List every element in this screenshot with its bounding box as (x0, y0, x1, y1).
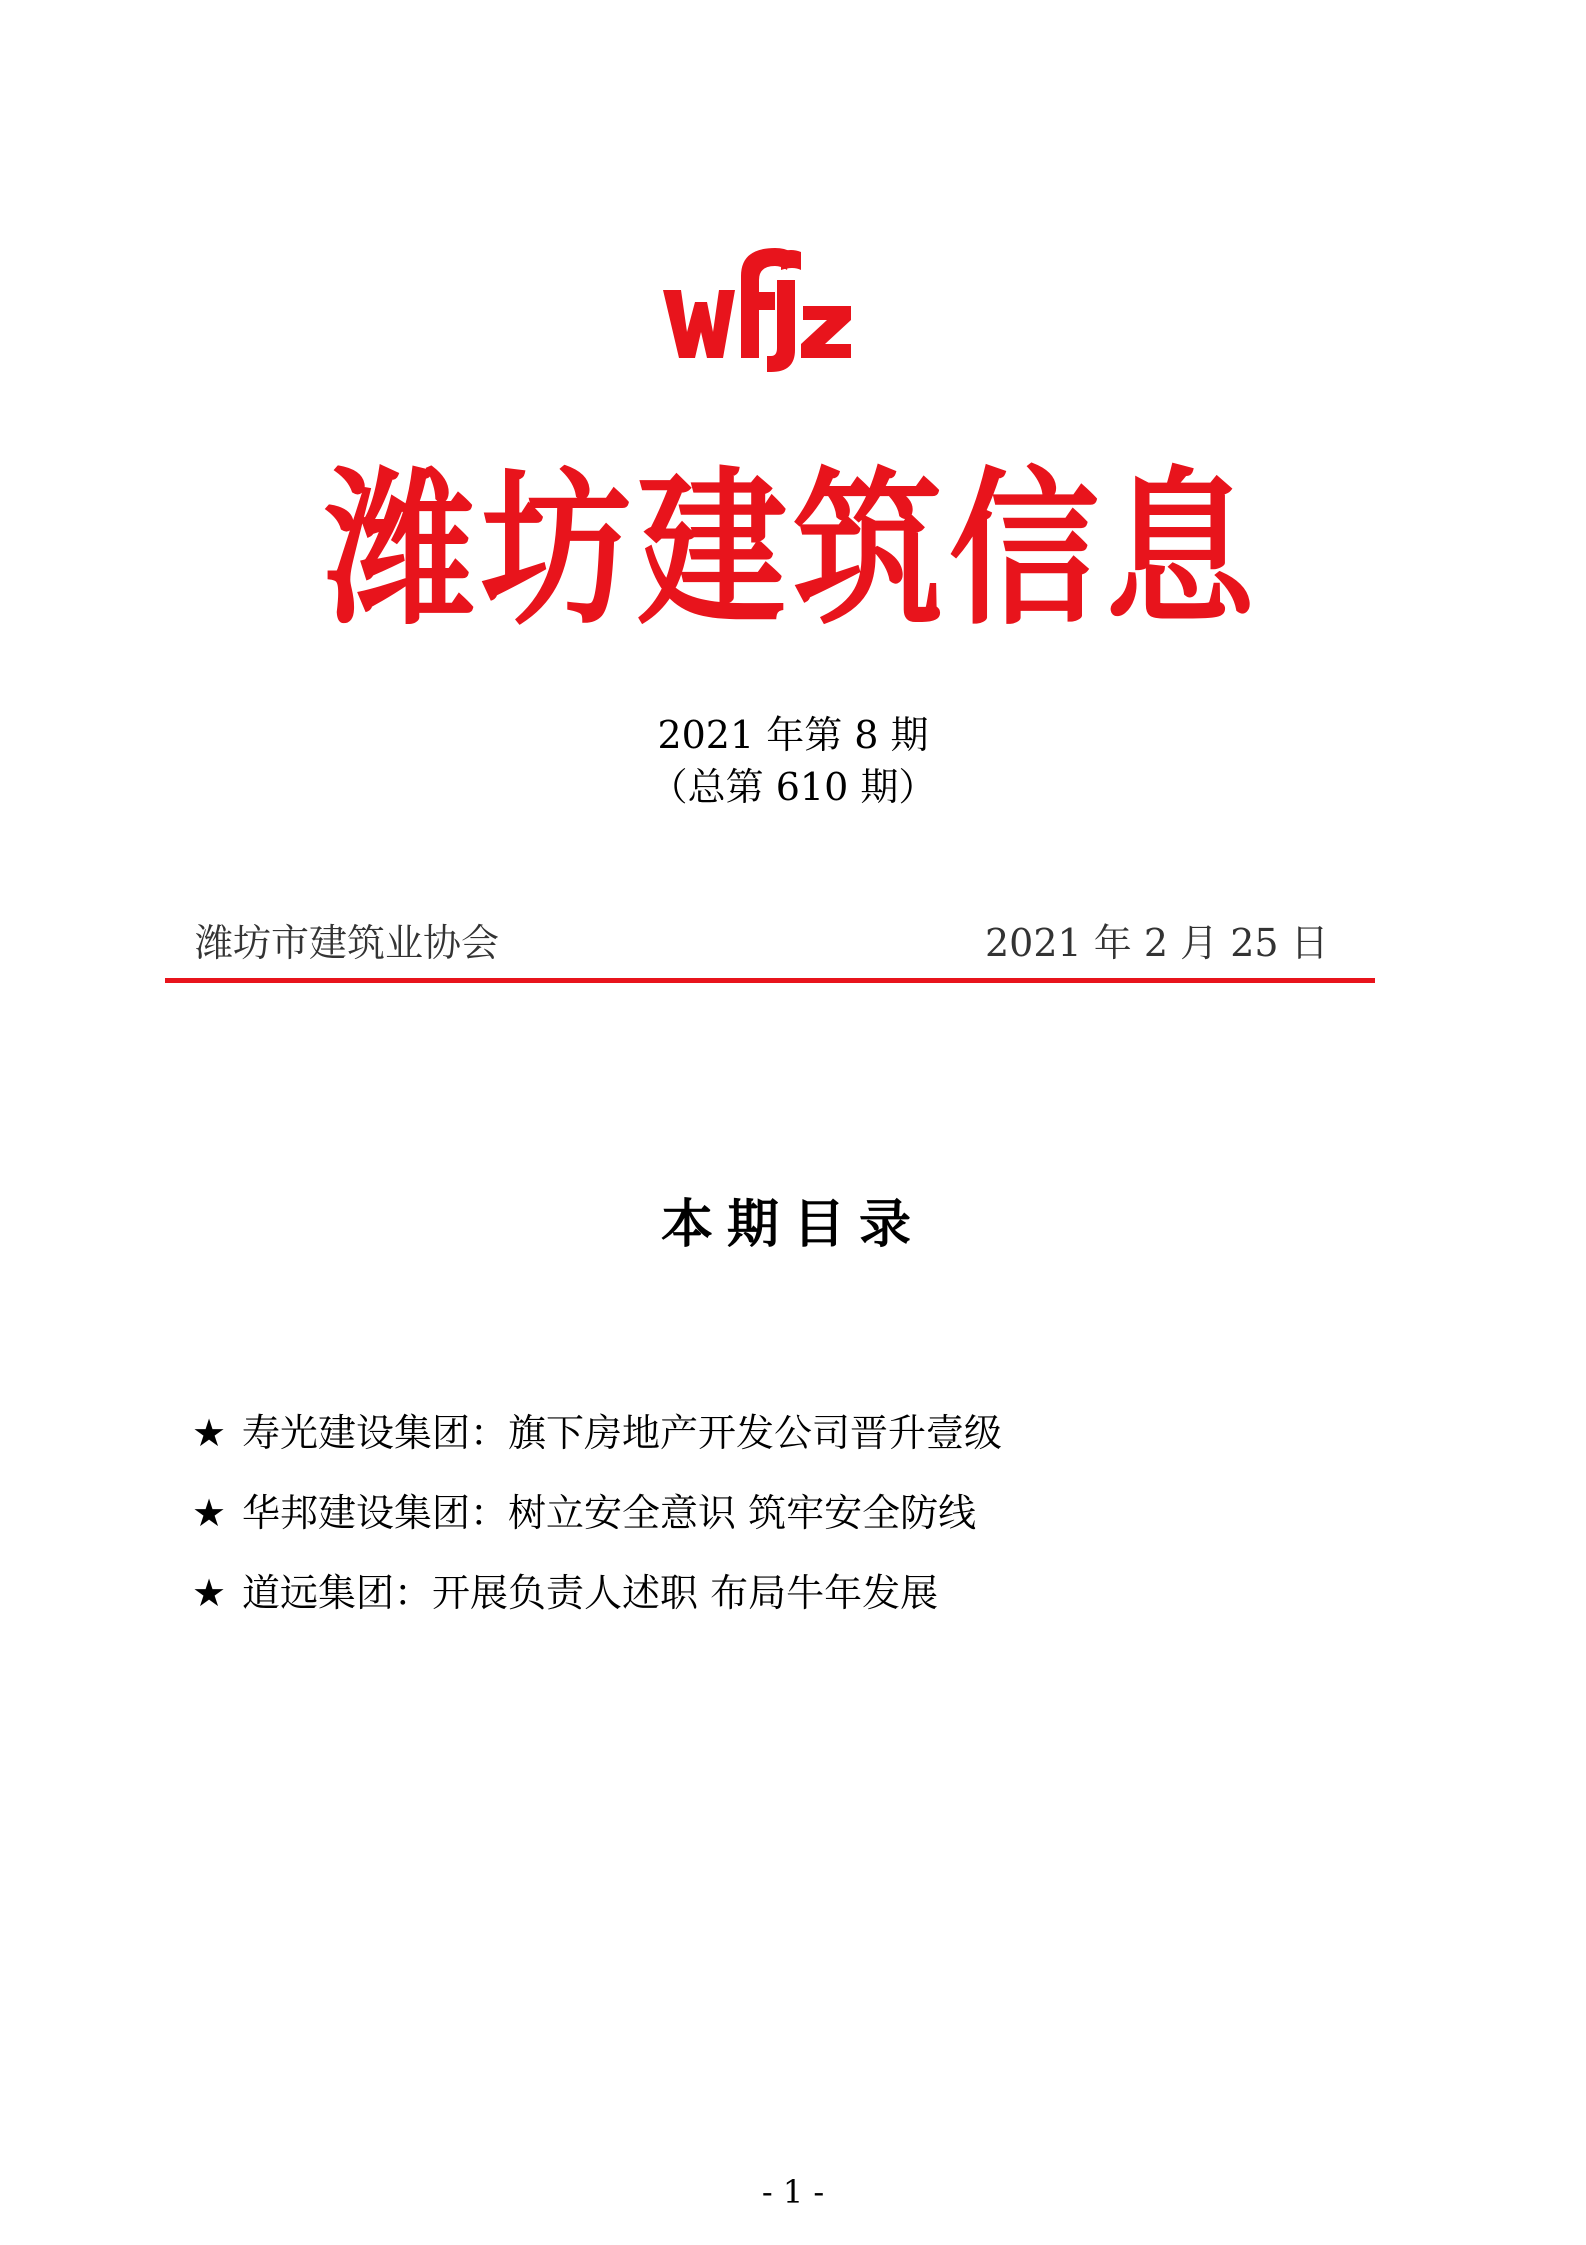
issue-number: 2021 年第 8 期 (657, 713, 929, 757)
red-divider (165, 978, 1375, 983)
toc-list (192, 1408, 1002, 1648)
cumulative-issue-number: （总第 610 期） (649, 765, 937, 809)
page-number: - 1 - (761, 2173, 825, 2211)
star-icon: ★ (192, 1411, 227, 1455)
toc-item[interactable] (192, 1568, 1002, 1648)
publisher-name: 潍坊市建筑业协会 (195, 921, 500, 965)
star-icon: ★ (192, 1571, 227, 1615)
toc-item-text: 道远集团：开展负责人述职 布局牛年发展 (242, 1571, 939, 1615)
toc-item[interactable] (192, 1488, 1002, 1568)
masthead-title: 潍坊建筑信息 (324, 453, 1261, 649)
star-icon: ★ (192, 1491, 227, 1535)
toc-title: 本期目录 (660, 1195, 925, 1255)
publication-date: 2021 年 2 月 25 日 (985, 921, 1329, 965)
toc-item-text: 寿光建设集团：旗下房地产开发公司晋升壹级 (242, 1411, 1003, 1455)
wfjz-logo (655, 240, 855, 380)
toc-item-text: 华邦建设集团：树立安全意识 筑牢安全防线 (242, 1491, 977, 1535)
toc-item[interactable] (192, 1408, 1002, 1488)
